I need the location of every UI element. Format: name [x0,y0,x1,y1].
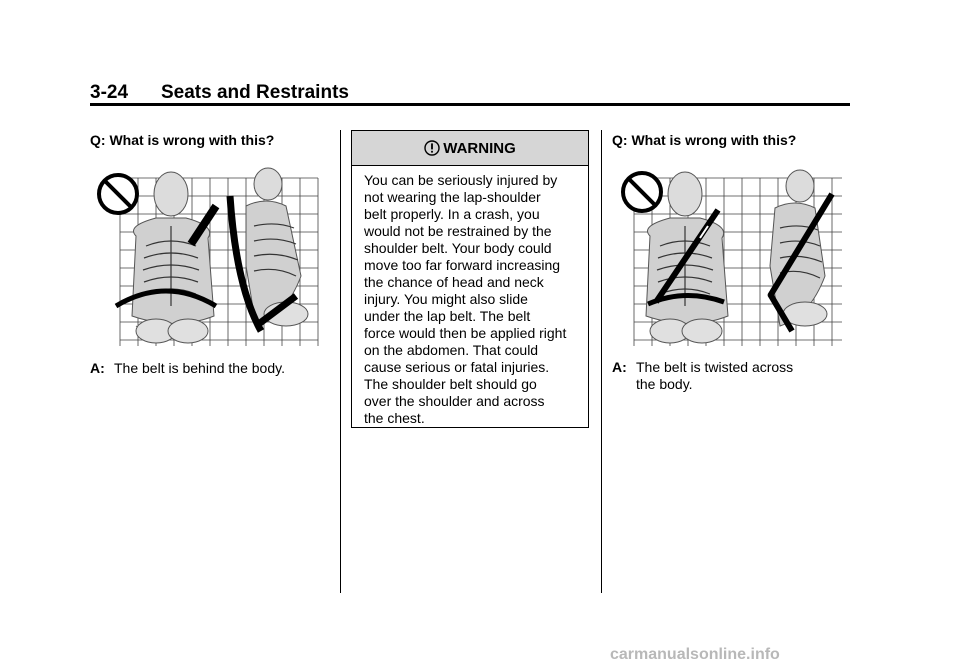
answer-text [636,359,793,393]
illustration-belt-twisted [620,166,844,355]
warning-line: The shoulder belt should go [364,376,537,392]
answer-line: The belt is twisted across [636,359,794,375]
answer-line: the body. [636,376,693,392]
left-answer [90,360,330,380]
right-answer [612,359,842,395]
header-rule [90,103,850,106]
warning-line: under the lap belt. The belt [364,308,531,324]
warning-line: not wearing the lap-shoulder [364,189,541,205]
warning-line: would not be restrained by the [364,223,552,239]
warning-header [352,131,588,166]
answer-line: The belt is behind the body. [114,360,285,376]
warning-box [351,130,589,428]
warning-line: injury. You might also slide [364,291,528,307]
warning-line: the chest. [364,410,425,426]
column-divider-right [601,130,602,593]
answer-text [114,360,285,377]
left-question: Q: What is wrong with this? [90,132,275,148]
section-title: Seats and Restraints [161,82,349,103]
warning-line: shoulder belt. Your body could [364,240,552,256]
warning-text [352,166,588,427]
illustration-belt-behind-body [96,166,320,355]
warning-line: the chance of head and neck [364,274,544,290]
warning-line: force would then be applied right [364,325,567,341]
warning-line: belt properly. In a crash, you [364,206,540,222]
answer-label: A: [90,360,105,376]
warning-line: You can be seriously injured by [364,172,558,188]
watermark: carmanualsonline.info [610,646,780,663]
right-question: Q: What is wrong with this? [612,132,797,148]
warning-line: over the shoulder and across [364,393,545,409]
warning-title: WARNING [443,139,516,157]
warning-line: cause serious or fatal injuries. [364,359,550,375]
warning-line: move too far forward increasing [364,257,561,273]
warning-line: on the abdomen. That could [364,342,539,358]
column-divider-left [340,130,341,593]
answer-label: A: [612,359,627,375]
page-number: 3-24 [90,82,129,103]
warning-icon [424,140,440,156]
